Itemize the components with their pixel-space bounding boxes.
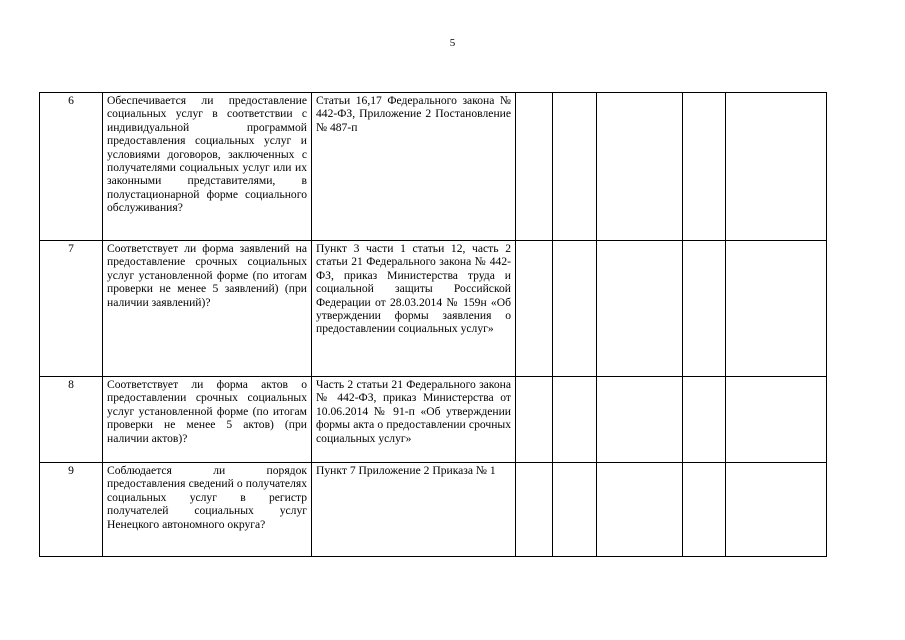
answer-no-cell	[553, 463, 597, 557]
question-cell: Соблюдается ли порядок предоставления сведений о получателях социальных услуг в регистр получателей социальных услуг Ненецкого автономного округа?	[103, 463, 312, 557]
table-row	[40, 93, 827, 241]
notes-cell	[726, 93, 827, 241]
extra-cell	[683, 241, 726, 377]
legal-basis-cell: Пункт 3 части 1 статьи 12, часть 2 статьи 21 Федерального закона № 442-ФЗ, приказ Министерства труда и социальной защиты Российской Федерации от 28.03.2014 № 159н «Об утверждении формы заявления о предоставлении социальных услуг»	[312, 241, 516, 377]
answer-yes-cell	[516, 93, 553, 241]
row-number: 7	[40, 241, 103, 377]
row-number: 9	[40, 463, 103, 557]
extra-cell	[683, 93, 726, 241]
notes-cell	[726, 241, 827, 377]
row-number: 6	[40, 93, 103, 241]
legal-basis-cell: Пункт 7 Приложение 2 Приказа № 1	[312, 463, 516, 557]
answer-no-cell	[553, 93, 597, 241]
extra-cell	[683, 463, 726, 557]
table-row	[40, 463, 827, 557]
row-number: 8	[40, 377, 103, 463]
question-cell: Соответствует ли форма заявлений на предоставление срочных социальных услуг установленной форме (по итогам проверки не менее 5 заявлений) (при наличии заявлений)?	[103, 241, 312, 377]
table-row	[40, 377, 827, 463]
notes-cell	[726, 377, 827, 463]
question-cell: Соответствует ли форма актов о предоставлении срочных социальных услуг установленной форме (по итогам проверки не менее 5 актов) (при наличии актов)?	[103, 377, 312, 463]
checklist-table	[39, 92, 827, 557]
answer-yes-cell	[516, 377, 553, 463]
answer-no-cell	[553, 241, 597, 377]
not-applicable-cell	[597, 377, 683, 463]
answer-yes-cell	[516, 463, 553, 557]
question-cell: Обеспечивается ли предоставление социальных услуг в соответствии с индивидуальной программой предоставления социальных услуг и условиями договоров, заключенных с получателями социальных услуг или их законными представителями, в полустационарной форме социального обслуживания?	[103, 93, 312, 241]
table-row	[40, 241, 827, 377]
extra-cell	[683, 377, 726, 463]
not-applicable-cell	[597, 93, 683, 241]
page-number: 5	[449, 37, 456, 49]
answer-no-cell	[553, 377, 597, 463]
legal-basis-cell: Часть 2 статьи 21 Федерального закона № 442-ФЗ, приказ Министерства от 10.06.2014 № 91-п «Об утверждении формы акта о предоставлении срочных социальных услуг»	[312, 377, 516, 463]
not-applicable-cell	[597, 241, 683, 377]
legal-basis-cell: Статьи 16,17 Федерального закона № 442-ФЗ, Приложение 2 Постановление № 487-п	[312, 93, 516, 241]
notes-cell	[726, 463, 827, 557]
answer-yes-cell	[516, 241, 553, 377]
not-applicable-cell	[597, 463, 683, 557]
